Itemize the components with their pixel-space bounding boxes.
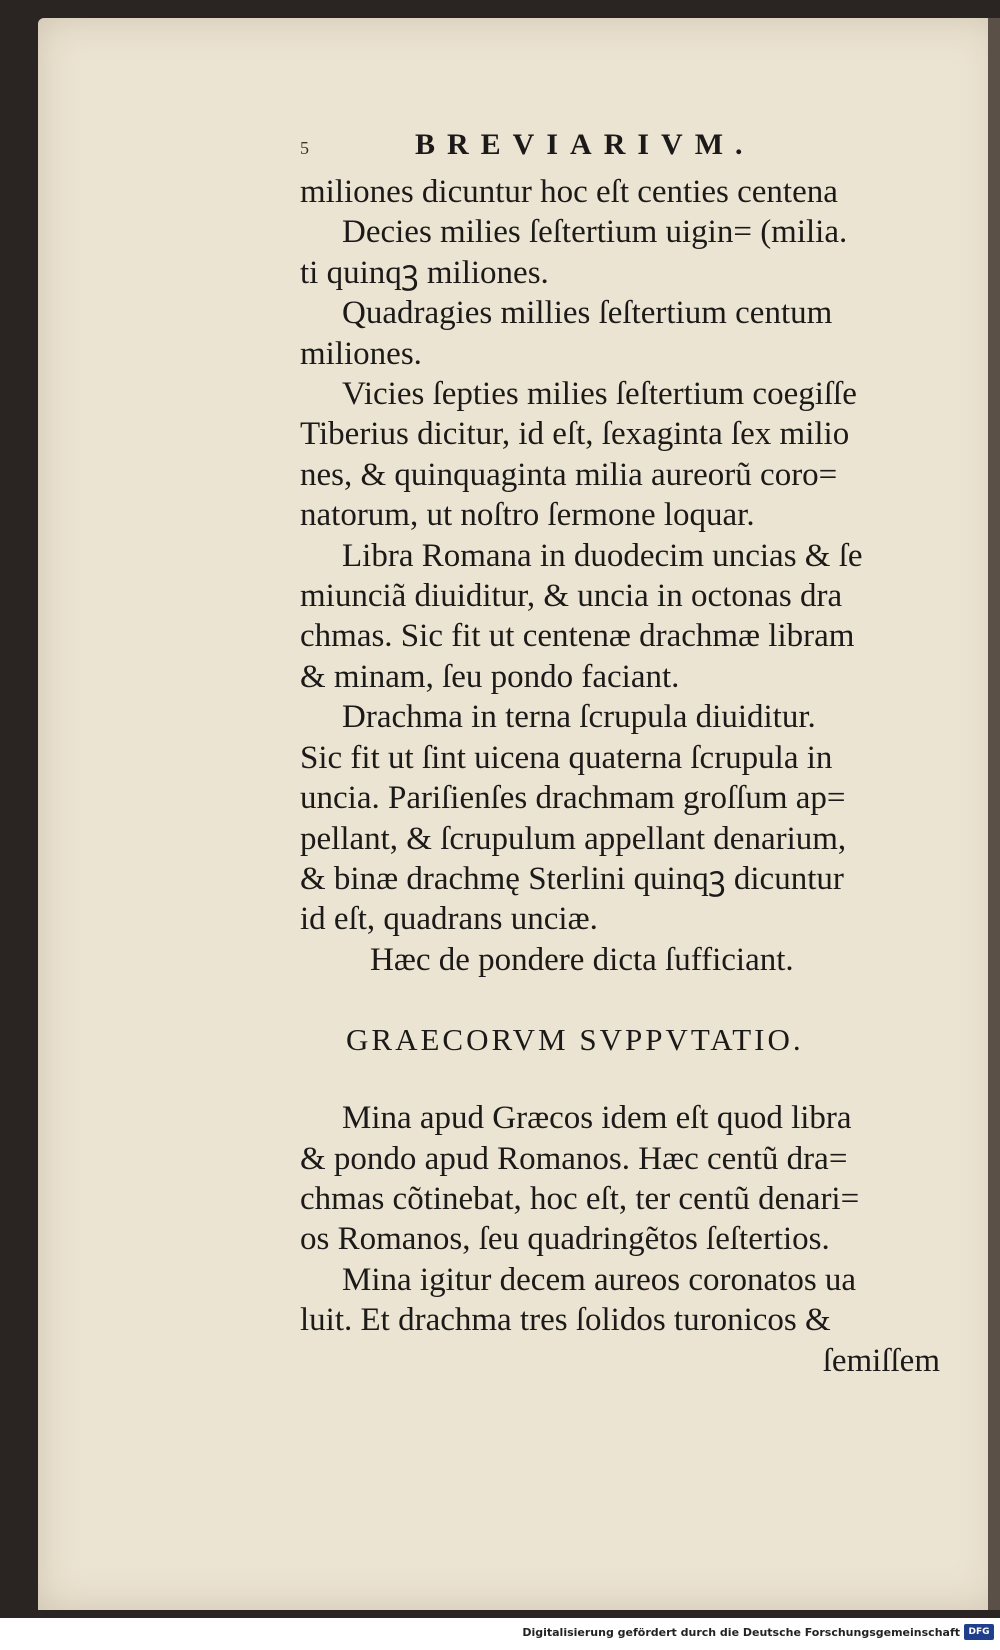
page-edge <box>988 18 1000 1610</box>
footer-bar <box>0 1618 1000 1650</box>
text-line: Mina apud Græcos idem eſt quod libra <box>342 1100 852 1137</box>
text-line: Mina igitur decem aureos coronatos ua <box>342 1261 857 1298</box>
text-line: chmas. Sic fit ut centenæ drachmæ libram <box>300 618 855 655</box>
text-line: miliones. <box>300 335 422 372</box>
text-line: Tiberius dicitur, id eſt, ſexaginta ſex milio <box>300 416 850 453</box>
text-line: ti quinqꝫ miliones. <box>300 254 549 291</box>
text-line: luit. Et drachma tres ſolidos turonicos & <box>300 1302 831 1339</box>
text-line: Quadragies millies ſeſtertium centum <box>342 295 833 332</box>
text-line: chmas cõtinebat, hoc eſt, ter centũ denari= <box>300 1180 860 1217</box>
text-line: Decies milies ſeſtertium uigin= (milia. <box>342 214 848 251</box>
folio-number: 5 <box>300 138 309 158</box>
text-line: nes, & quinquaginta milia aureorũ coro= <box>300 456 838 493</box>
text-line: miliones dicuntur hoc eſt centies centena <box>300 174 838 210</box>
text-line: natorum, ut noſtro ſermone loquar. <box>300 497 755 534</box>
text-line: pellant, & ſcrupulum appellant denarium, <box>300 820 847 857</box>
catchword: ſemiſſem <box>822 1342 940 1379</box>
running-head: BREVIARIVM. <box>415 128 755 161</box>
text-line: Vicies ſepties milies ſeſtertium coegiſſe <box>342 376 857 413</box>
text-line: Drachma in terna ſcrupula diuiditur. <box>342 699 816 736</box>
section-title: GRAECORVM SVPPVTATIO. <box>346 1022 804 1058</box>
footer-credit: Digitalisierung gefördert durch die Deutsche Forschungsgemeinschaft <box>522 1626 960 1639</box>
text-line: & binæ drachmę Sterlini quinqꝫ dicuntur <box>300 860 844 897</box>
text-line: Libra Romana in duodecim uncias & ſe <box>342 537 863 574</box>
dfg-logo-icon: DFG <box>964 1624 994 1640</box>
text-line: uncia. Pariſienſes drachmam groſſum ap= <box>300 780 846 817</box>
text-line: os Romanos, ſeu quadringẽtos ſeſtertios. <box>300 1221 830 1258</box>
text-line: & minam, ſeu pondo faciant. <box>300 658 680 695</box>
text-line: Sic fit ut ſint uicena quaterna ſcrupula in <box>300 739 833 776</box>
text-block <box>300 128 980 1381</box>
text-line: & pondo apud Romanos. Hæc centũ dra= <box>300 1140 848 1177</box>
page-header <box>300 128 980 168</box>
text-line: Hæc de pondere dicta ſufficiant. <box>370 941 794 978</box>
text-line: id eſt, quadrans unciæ. <box>300 901 598 938</box>
text-line: miunciã diuiditur, & uncia in octonas dra <box>300 578 843 615</box>
